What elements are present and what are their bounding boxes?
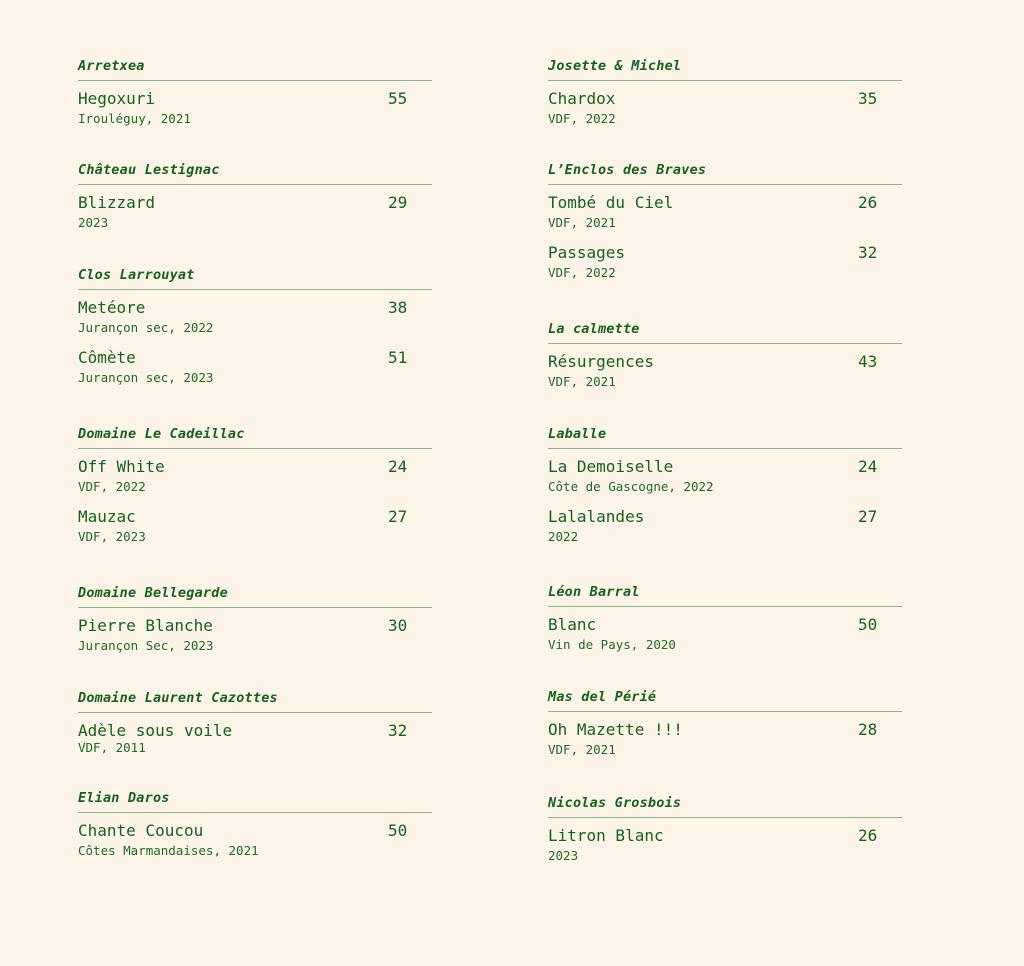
wine-item: [548, 457, 902, 495]
wine-price: 55: [388, 89, 408, 108]
wine-name: Mauzac: [78, 507, 136, 526]
section-divider: [78, 812, 432, 813]
wine-item: [78, 89, 432, 127]
wine-origin: Irouléguy, 2021: [78, 111, 191, 126]
section-divider: [78, 184, 432, 185]
wine-origin: VDF, 2022: [548, 111, 616, 126]
producer-name: Clos Larrouyat: [78, 267, 195, 283]
producer-section: [78, 58, 432, 127]
wine-name: Cômète: [78, 348, 136, 367]
section-divider: [78, 289, 432, 290]
wine-origin: Jurançon sec, 2022: [78, 320, 214, 335]
producer-name: La calmette: [548, 321, 640, 337]
producer-section: [548, 689, 902, 758]
wine-origin: Jurançon sec, 2023: [78, 370, 214, 385]
producer-name: Domaine Laurent Cazottes: [78, 690, 278, 706]
wine-item: [78, 193, 432, 231]
wine-item: [548, 243, 902, 281]
wine-price: 51: [388, 348, 408, 367]
wine-name: Blanc: [548, 615, 597, 634]
wine-price: 24: [858, 457, 878, 476]
wine-origin: VDF, 2022: [548, 265, 616, 280]
wine-price: 24: [388, 457, 408, 476]
producer-section: [78, 426, 432, 545]
wine-name: Chardox: [548, 89, 616, 108]
wine-item: [78, 721, 432, 756]
wine-item: [548, 826, 902, 864]
section-divider: [78, 448, 432, 449]
wine-item: [78, 507, 432, 545]
producer-name: Laballe: [548, 426, 607, 442]
wine-price: 28: [858, 720, 878, 739]
producer-section: [548, 321, 902, 390]
wine-price: 50: [858, 615, 878, 634]
producer-section: [78, 162, 432, 231]
wine-price: 29: [388, 193, 408, 212]
wine-name: Adèle sous voile: [78, 721, 233, 740]
wine-price: 35: [858, 89, 878, 108]
wine-name: Off White: [78, 457, 165, 476]
section-divider: [548, 606, 902, 607]
wine-name: Blizzard: [78, 193, 156, 212]
wine-name: Litron Blanc: [548, 826, 664, 845]
wine-name: Résurgences: [548, 352, 654, 371]
producer-name: Elian Daros: [78, 790, 170, 806]
wine-item: [548, 720, 902, 758]
producer-name: L’Enclos des Braves: [548, 162, 707, 178]
producer-section: [548, 795, 902, 864]
producer-section: [78, 790, 432, 859]
producer-name: Léon Barral: [548, 584, 640, 600]
wine-origin: VDF, 2023: [78, 529, 146, 544]
wine-item: [548, 352, 902, 390]
producer-section: [548, 426, 902, 545]
section-divider: [548, 448, 902, 449]
wine-item: [78, 298, 432, 336]
wine-price: 26: [858, 193, 878, 212]
section-divider: [548, 817, 902, 818]
section-divider: [548, 80, 902, 81]
wine-item: [548, 89, 902, 127]
section-divider: [548, 711, 902, 712]
wine-name: Chante Coucou: [78, 821, 204, 840]
producer-name: Josette & Michel: [548, 58, 682, 74]
wine-name: La Demoiselle: [548, 457, 674, 476]
producer-section: [78, 585, 432, 654]
wine-name: Pierre Blanche: [78, 616, 213, 635]
wine-item: [78, 616, 432, 654]
wine-name: Lalalandes: [548, 507, 645, 526]
producer-name: Arretxea: [78, 58, 145, 74]
wine-name: Tombé du Ciel: [548, 193, 674, 212]
wine-name: Hegoxuri: [78, 89, 156, 108]
wine-origin: VDF, 2021: [548, 215, 616, 230]
wine-name: Passages: [548, 243, 626, 262]
wine-item: [548, 615, 902, 653]
section-divider: [78, 80, 432, 81]
wine-origin: VDF, 2021: [548, 742, 616, 757]
wine-origin: VDF, 2021: [548, 374, 616, 389]
wine-item: [78, 457, 432, 495]
producer-name: Château Lestignac: [78, 162, 220, 178]
producer-section: [548, 58, 902, 127]
producer-name: Domaine Le Cadeillac: [78, 426, 245, 442]
wine-price: 27: [858, 507, 878, 526]
wine-price: 50: [388, 821, 408, 840]
section-divider: [78, 607, 432, 608]
wine-origin: VDF, 2022: [78, 479, 146, 494]
wine-origin: 2023: [78, 215, 109, 230]
section-divider: [548, 184, 902, 185]
producer-section: [78, 690, 432, 756]
wine-price: 32: [388, 721, 408, 740]
wine-origin: Jurançon Sec, 2023: [78, 638, 214, 653]
wine-origin: 2022: [548, 529, 579, 544]
section-divider: [78, 712, 432, 713]
section-divider: [548, 343, 902, 344]
wine-name: Oh Mazette !!!: [548, 720, 683, 739]
producer-section: [548, 584, 902, 653]
wine-origin: 2023: [548, 848, 579, 863]
wine-origin: Côtes Marmandaises, 2021: [78, 843, 259, 858]
wine-price: 43: [858, 352, 878, 371]
producer-name: Domaine Bellegarde: [78, 585, 228, 601]
producer-section: [78, 267, 432, 386]
wine-origin: VDF, 2011: [78, 740, 146, 755]
wine-price: 38: [388, 298, 408, 317]
wine-origin: Côte de Gascogne, 2022: [548, 479, 714, 494]
producer-name: Nicolas Grosbois: [548, 795, 682, 811]
wine-item: [548, 507, 902, 545]
wine-item: [78, 348, 432, 386]
wine-price: 30: [388, 616, 408, 635]
wine-price: 27: [388, 507, 408, 526]
producer-section: [548, 162, 902, 281]
producer-name: Mas del Périé: [548, 689, 657, 705]
wine-item: [548, 193, 902, 231]
wine-price: 32: [858, 243, 878, 262]
wine-price: 26: [858, 826, 878, 845]
wine-origin: Vin de Pays, 2020: [548, 637, 676, 652]
wine-item: [78, 821, 432, 859]
wine-name: Metéore: [78, 298, 146, 317]
